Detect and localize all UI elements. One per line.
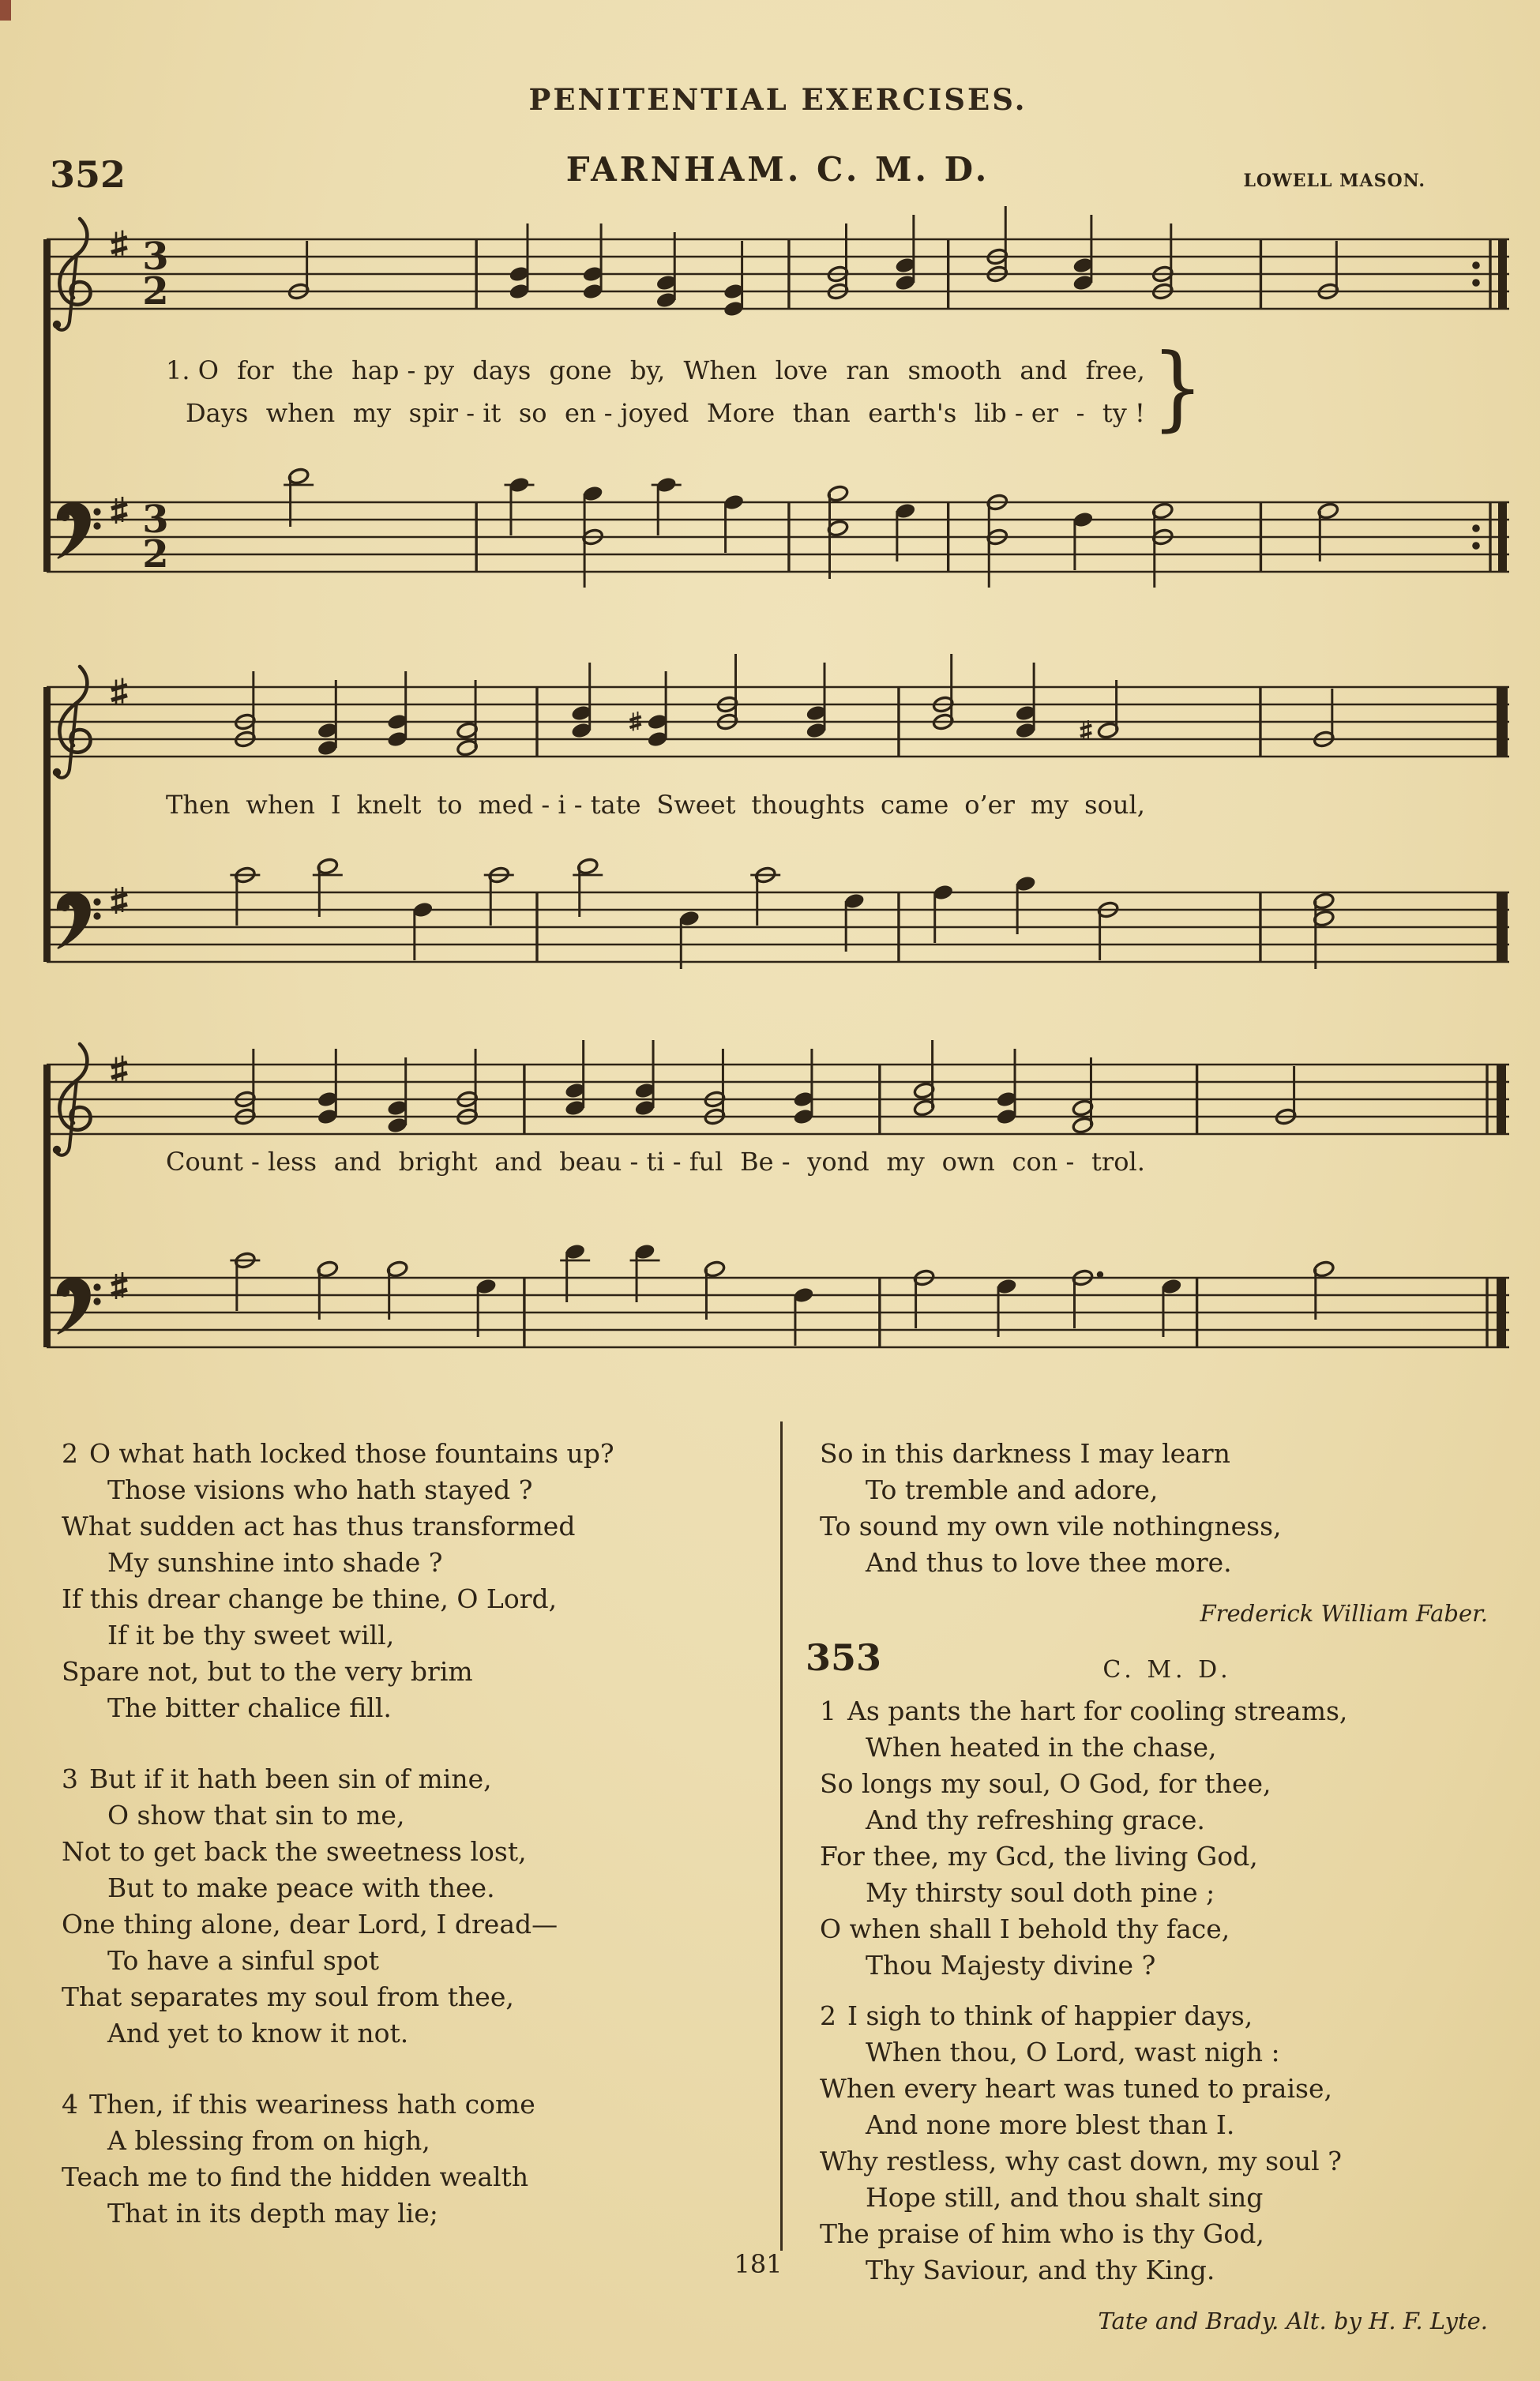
- verse-line: That in its depth may lie;: [107, 2198, 438, 2229]
- lyric-word: and: [333, 1147, 381, 1177]
- verse-line: What sudden act has thus transformed: [62, 1511, 576, 1542]
- section-header: PENITENTIAL EXERCISES.: [528, 82, 1027, 117]
- hymn-meter: C. M. D.: [1102, 1656, 1232, 1684]
- bass-clef-icon: [58, 503, 101, 558]
- lyric-word: ty !: [1102, 398, 1145, 428]
- right-verse-column: [806, 1436, 1515, 2347]
- verse-line: Thy Saviour, and thy King.: [866, 2255, 1215, 2285]
- lyric-word: spir - it: [408, 398, 501, 428]
- lyric-word: lib - er: [974, 398, 1059, 428]
- music-system-1-treble-staff: [43, 193, 1512, 359]
- lyric-word: earth's: [868, 398, 957, 428]
- left-verse-column: [62, 1436, 772, 2266]
- verse-line: So in this darkness I may learn: [820, 1438, 1230, 1469]
- verse-block: [62, 2086, 772, 2232]
- music-system-2-treble-staff: [43, 641, 1512, 807]
- verse-number: 2: [62, 1438, 78, 1469]
- column-divider: [780, 1421, 783, 2251]
- lyric-word: so: [518, 398, 547, 428]
- lyric-word: More: [706, 398, 776, 428]
- sharp-icon: [111, 1056, 127, 1083]
- lyric-word: the: [291, 355, 334, 385]
- lyric-word: than: [792, 398, 851, 428]
- verse-line: O show that sin to me,: [107, 1800, 405, 1831]
- lyric-line: [166, 790, 1145, 820]
- verse-block: [820, 1998, 1515, 2289]
- author-attribution: Tate and Brady. Alt. by H. F. Lyte.: [1098, 2308, 1488, 2334]
- lyric-word: ran: [846, 355, 890, 385]
- system-barline: [43, 239, 51, 572]
- lyric-word: love: [775, 355, 828, 385]
- lyric-word: Sweet: [656, 790, 736, 820]
- verse-block: [820, 1693, 1515, 1984]
- verse-line: When heated in the chase,: [866, 1732, 1217, 1763]
- lyric-word: en - joyed: [565, 398, 689, 428]
- hymn-number: 352: [50, 153, 126, 196]
- lyric-line: [166, 355, 1145, 385]
- verse-number: 3: [62, 1763, 78, 1794]
- verse-number: 4: [62, 2089, 78, 2120]
- verse-line: For thee, my Gcd, the living God,: [820, 1841, 1258, 1872]
- lyric-word: by,: [629, 355, 666, 385]
- lyric-word: -: [1076, 398, 1085, 428]
- bass-clef-icon: [58, 1279, 101, 1334]
- lyric-word: Be -: [740, 1147, 791, 1177]
- lyric-word: yond: [807, 1147, 870, 1177]
- verse-line: 3 But if it hath been sin of mine,: [62, 1761, 772, 1797]
- lyric-word: came: [881, 790, 949, 820]
- music-system-1-bass-staff: [43, 456, 1512, 654]
- verse-line: 4 Then, if this weariness hath come: [62, 2086, 772, 2123]
- lyric-word: soul,: [1084, 790, 1145, 820]
- verse-line: If it be thy sweet will,: [107, 1620, 395, 1651]
- sharp-icon: [1080, 720, 1091, 739]
- verse-line: The bitter chalice fill.: [107, 1692, 392, 1723]
- sharp-icon: [111, 231, 127, 257]
- verse-line: Hope still, and thou shalt sing: [866, 2182, 1264, 2213]
- lyric-word: bright: [398, 1147, 478, 1177]
- verse-line: And thus to love thee more.: [866, 1547, 1232, 1578]
- lyric-brace: }: [1151, 332, 1204, 441]
- lyric-word: days: [472, 355, 531, 385]
- music-system-2-bass-staff: [43, 847, 1512, 1044]
- lyric-word: med - i - tate: [478, 790, 641, 820]
- lyric-word: and: [1020, 355, 1068, 385]
- verse-line: Spare not, but to the very brim: [62, 1656, 473, 1687]
- hymn-353-heading: [806, 1636, 1515, 1692]
- lyric-word: free,: [1085, 355, 1145, 385]
- lyric-word: my: [886, 1147, 925, 1177]
- lyric-word: my: [1030, 790, 1069, 820]
- sharp-icon: [111, 678, 127, 705]
- verse-number: 2: [820, 2000, 836, 2031]
- time-signature-bottom: 2: [142, 532, 169, 576]
- lyric-word: when: [246, 790, 315, 820]
- tune-title: FARNHAM. C. M. D.: [565, 150, 990, 189]
- verse-line: When thou, O Lord, wast nigh :: [866, 2037, 1280, 2067]
- lyric-word: gone: [549, 355, 612, 385]
- time-signature-top: 3: [142, 235, 169, 279]
- lyric-word: I: [330, 790, 341, 820]
- composer-credit: LOWELL MASON.: [1243, 171, 1425, 191]
- verse-line: 2 O what hath locked those fountains up?: [62, 1436, 772, 1472]
- lyric-word: Days: [186, 398, 249, 428]
- author-attribution: Frederick William Faber.: [1200, 1600, 1488, 1627]
- verse-line: O when shall I behold thy face,: [820, 1913, 1230, 1944]
- verse-line: Not to get back the sweetness lost,: [62, 1836, 527, 1867]
- verse-line: To tremble and adore,: [866, 1474, 1159, 1505]
- verse-line: Teach me to find the hidden wealth: [62, 2161, 529, 2192]
- verse-line: That separates my soul from thee,: [62, 1981, 514, 2012]
- lyric-word: my: [352, 398, 392, 428]
- verse-block: [62, 1761, 772, 2052]
- music-system-3-bass-staff: [43, 1232, 1512, 1429]
- verse-block: [820, 1436, 1515, 1581]
- verse-line: 1 As pants the hart for cooling streams,: [820, 1693, 1515, 1729]
- verse-block: [62, 1436, 772, 1726]
- system-barline: [43, 1065, 51, 1347]
- verse-line: My sunshine into shade ?: [107, 1547, 443, 1578]
- bass-clef-icon: [58, 893, 101, 948]
- lyric-word: to: [437, 790, 463, 820]
- page-number: 181: [734, 2249, 783, 2279]
- verse-line: If this drear change be thine, O Lord,: [62, 1583, 558, 1614]
- hymn-number-353: 353: [806, 1636, 882, 1679]
- time-signature-top: 3: [142, 498, 169, 542]
- verse-line: When every heart was tuned to praise,: [820, 2073, 1332, 2104]
- lyric-word: 1. O: [166, 355, 219, 385]
- lyric-word: own: [941, 1147, 995, 1177]
- verse-line: My thirsty soul doth pine ;: [866, 1877, 1215, 1908]
- verse-line: And none more blest than I.: [866, 2109, 1235, 2140]
- verse-number: 1: [820, 1696, 836, 1726]
- verse-line: To sound my own vile nothingness,: [820, 1511, 1282, 1542]
- lyric-word: Count - less: [166, 1147, 317, 1177]
- lyric-line: [166, 1147, 1145, 1177]
- page-corner-mark: [0, 0, 11, 21]
- verse-line: And yet to know it not.: [107, 2018, 409, 2049]
- verse-line: To have a sinful spot: [107, 1945, 380, 1976]
- verse-line: But to make peace with thee.: [107, 1872, 495, 1903]
- lyric-word: Then: [166, 790, 231, 820]
- verse-line: So longs my soul, O God, for thee,: [820, 1768, 1271, 1799]
- lyric-word: con -: [1012, 1147, 1075, 1177]
- verse-line: A blessing from on high,: [107, 2125, 430, 2156]
- verse-line: And thy refreshing grace.: [866, 1805, 1205, 1835]
- verse-line: 2 I sigh to think of happier days,: [820, 1998, 1515, 2034]
- lyric-word: when: [265, 398, 336, 428]
- time-signature-bottom: 2: [142, 269, 169, 314]
- verse-line: One thing alone, dear Lord, I dread—: [62, 1909, 558, 1940]
- lyric-word: trol.: [1091, 1147, 1145, 1177]
- lyric-word: beau - ti - ful: [559, 1147, 723, 1177]
- verse-line: Why restless, why cast down, my soul ?: [820, 2146, 1342, 2176]
- lyric-line: [186, 398, 1145, 428]
- lyric-word: knelt: [356, 790, 422, 820]
- lyric-word: for: [237, 355, 274, 385]
- verse-line: The praise of him who is thy God,: [820, 2218, 1264, 2249]
- verse-line: Thou Majesty divine ?: [866, 1950, 1156, 1981]
- lyric-word: smooth: [907, 355, 1002, 385]
- verse-line: Those visions who hath stayed ?: [107, 1474, 533, 1505]
- system-barline: [43, 687, 51, 962]
- lyric-word: o’er: [964, 790, 1015, 820]
- lyric-word: hap - py: [351, 355, 455, 385]
- lyric-word: and: [494, 1147, 543, 1177]
- lyric-word: thoughts: [751, 790, 866, 820]
- lyric-word: When: [683, 355, 757, 385]
